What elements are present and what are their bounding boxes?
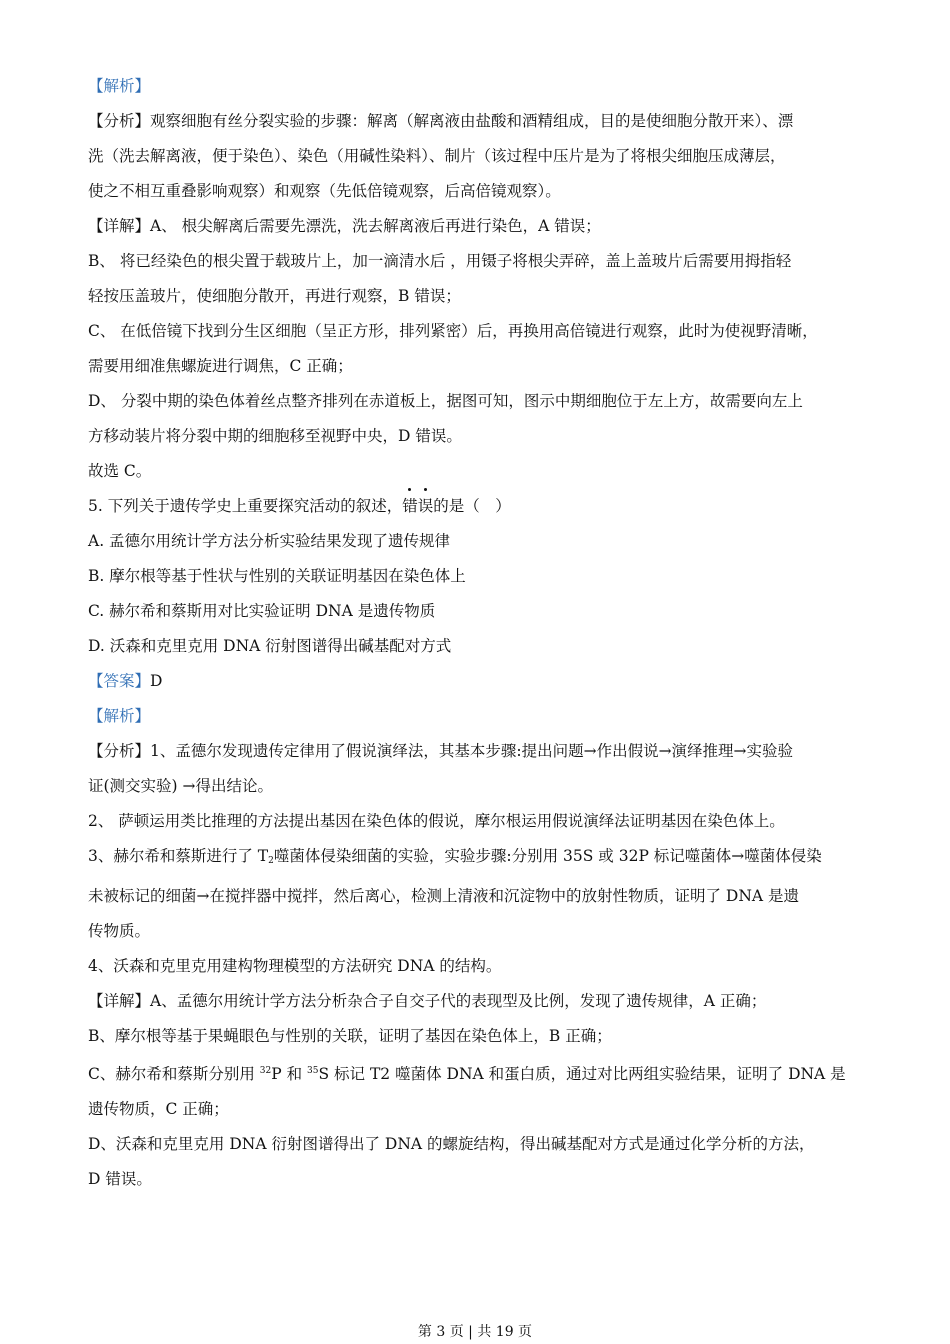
page-content <box>88 74 873 1192</box>
q5-fenxi-3-pre: 3、赫尔希和蔡斯进行了 T <box>88 847 269 865</box>
q4-detail-c: 需要用细准焦螺旋进行调焦，C 正确； <box>88 357 353 375</box>
q5-stem-emphasis: 误 <box>418 494 434 519</box>
q5-fenxi-3: 未被标记的细菌→在搅拌器中搅拌，然后离心，检测上清液和沉淀物中的放射性物质，证明了 DNA 是遗 <box>88 887 800 905</box>
q5-detail-b: B、摩尔根等基于果蝇眼色与性别的关联，证明了基因在染色体上，B 正确； <box>88 1027 612 1045</box>
q5-detail-c-mid: P 和 <box>271 1065 308 1083</box>
q4-detail-c: C、 在低倍镜下找到分生区细胞（呈正方形，排列紧密）后，再换用高倍镜进行观察，此时为使视野清晰， <box>88 322 818 340</box>
q5-stem-after: 的是（ ） <box>433 497 511 515</box>
q5-answer-tag: 【答案】 <box>88 672 151 690</box>
q4-fenxi-line: 【分析】观察细胞有丝分裂实验的步骤：解离（解离液由盐酸和酒精组成，目的是使细胞分散开来）、漂 <box>88 112 794 130</box>
q5-detail-c-sup: 35 <box>307 1066 319 1076</box>
q5-answer <box>88 669 873 694</box>
q5-option-c: C. 赫尔希和蔡斯用对比实验证明 DNA 是遗传物质 <box>88 602 436 620</box>
q5-fenxi-3: 传物质。 <box>88 922 151 940</box>
q5-fenxi-1: 【分析】1、孟德尔发现遗传定律用了假说演绎法，其基本步骤:提出问题→作出假说→演绎推理→实验验 <box>88 742 794 760</box>
q5-fenxi-3-post: 噬菌体侵染细菌的实验，实验步骤:分别用 35S 或 32P 标记噬菌体→噬菌体侵染 <box>273 847 822 865</box>
q5-stem <box>88 494 873 519</box>
q4-detail-d: 方移动装片将分裂中期的细胞移至视野中央，D 错误。 <box>88 427 462 445</box>
q5-fenxi-3-sub: 2 <box>268 856 274 866</box>
q5-detail-c <box>88 1059 873 1087</box>
q5-option-b: B. 摩尔根等基于性状与性别的关联证明基因在染色体上 <box>88 567 466 585</box>
q5-stem-emphasis: 错 <box>402 494 418 519</box>
q4-fenxi-line: 洗（洗去解离液，便于染色）、染色（用碱性染料）、制片（该过程中压片是为了将根尖细胞压成薄层， <box>88 147 786 165</box>
q5-detail-c-pre: C、赫尔希和蔡斯分别用 <box>88 1065 260 1083</box>
q4-analysis-tag: 【解析】 <box>88 77 151 95</box>
q5-detail-d: D、沃森和克里克用 DNA 衍射图谱得出了 DNA 的螺旋结构，得出碱基配对方式是通过化学分析的方法， <box>88 1135 815 1153</box>
q5-detail-c: 遗传物质，C 正确； <box>88 1100 229 1118</box>
q4-detail-b: B、 将已经染色的根尖置于载玻片上，加一滴清水后 ，用镊子将根尖弄碎，盖上盖玻片后需要用拇指轻 <box>88 252 792 270</box>
q4-conclusion: 故选 C。 <box>88 462 152 480</box>
q5-detail-c-post: S 标记 T2 噬菌体 DNA 和蛋白质，通过对比两组实验结果，证明了 DNA 是 <box>318 1065 846 1083</box>
q5-fenxi-1: 证(测交实验) →得出结论。 <box>88 777 274 795</box>
q5-option-d: D. 沃森和克里克用 DNA 衍射图谱得出碱基配对方式 <box>88 637 452 655</box>
q4-detail-a: 【详解】A、 根尖解离后需要先漂洗，洗去解离液后再进行染色，A 错误； <box>88 217 601 235</box>
page-footer: 第 3 页 | 共 19 页 <box>417 1324 533 1340</box>
q5-option-a: A. 孟德尔用统计学方法分析实验结果发现了遗传规律 <box>88 532 451 550</box>
q4-detail-b: 轻按压盖玻片，使细胞分散开，再进行观察，B 错误； <box>88 287 461 305</box>
q5-analysis-tag: 【解析】 <box>88 707 151 725</box>
q5-detail-d: D 错误。 <box>88 1170 152 1188</box>
q4-detail-d: D、 分裂中期的染色体着丝点整齐排列在赤道板上，据图可知，图示中期细胞位于左上方，故需要向左上 <box>88 392 803 410</box>
q5-stem-before: 5. 下列关于遗传学史上重要探究活动的叙述， <box>88 497 403 515</box>
q5-fenxi-4: 4、沃森和克里克用建构物理模型的方法研究 DNA 的结构。 <box>88 957 502 975</box>
q5-answer-value: D <box>150 672 163 690</box>
q5-fenxi-3 <box>88 844 873 874</box>
q5-fenxi-2: 2、 萨顿运用类比推理的方法提出基因在染色体的假说，摩尔根运用假说演绎法证明基因在染色体上。 <box>88 812 785 830</box>
q4-fenxi-line: 使之不相互重叠影响观察）和观察（先低倍镜观察，后高倍镜观察）。 <box>88 182 561 200</box>
q5-detail-a: 【详解】A、孟德尔用统计学方法分析杂合子自交子代的表现型及比例，发现了遗传规律，A 正确； <box>88 992 767 1010</box>
q5-detail-c-sup: 32 <box>259 1066 272 1076</box>
